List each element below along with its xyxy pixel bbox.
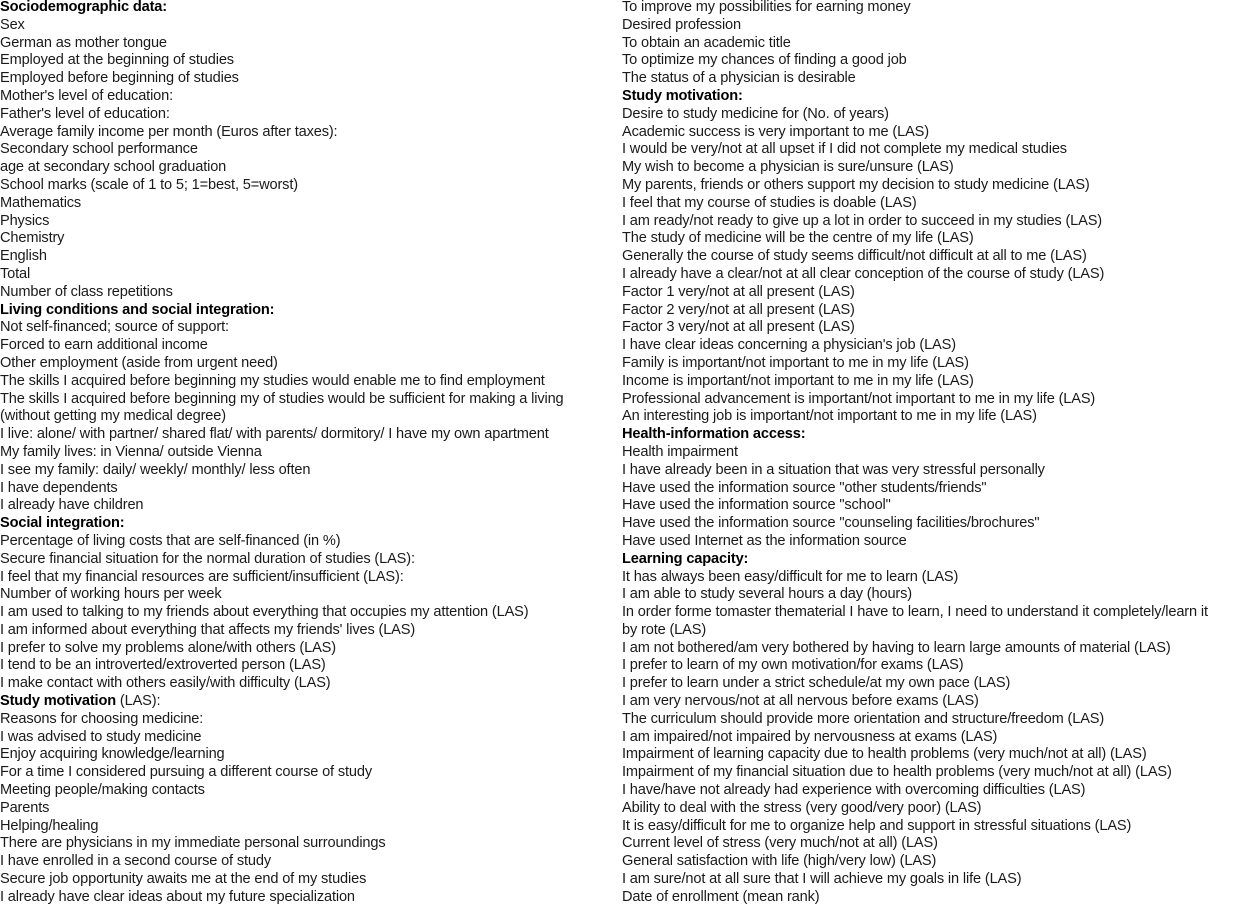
list-item xyxy=(0,657,618,675)
list-item-text: Income is important/not important to me in my life (LAS) xyxy=(622,372,974,389)
list-item xyxy=(622,622,1260,640)
left-column xyxy=(0,0,618,907)
list-item xyxy=(622,106,1260,124)
list-item xyxy=(622,337,1260,355)
list-item xyxy=(0,88,618,106)
section-heading-suffix: (LAS): xyxy=(115,693,161,710)
list-item-text: age at secondary school graduation xyxy=(0,159,227,176)
list-item-text: by rote (LAS) xyxy=(622,621,707,638)
list-item xyxy=(0,159,618,177)
list-item xyxy=(0,462,618,480)
section-heading-text: Study motivation: xyxy=(622,87,743,104)
section-heading-text: Sociodemographic data: xyxy=(0,0,167,15)
list-item-text: Current level of stress (very much/not at all) (LAS) xyxy=(622,835,938,852)
list-item xyxy=(622,17,1260,35)
list-item-text: General satisfaction with life (high/very low) (LAS) xyxy=(622,853,937,870)
list-item xyxy=(0,35,618,53)
list-item xyxy=(0,551,618,569)
list-item xyxy=(622,586,1260,604)
list-item xyxy=(0,586,618,604)
list-item-text: I have already been in a situation that was very stressful personally xyxy=(622,461,1045,478)
list-item xyxy=(0,640,618,658)
list-item xyxy=(622,213,1260,231)
list-item-text: School marks (scale of 1 to 5; 1=best, 5=worst) xyxy=(0,176,298,193)
list-item-text: In order forme tomaster thematerial I have to learn, I need to understand it completely/learn it xyxy=(622,604,1208,621)
list-item-text: Helping/healing xyxy=(0,817,99,834)
list-item-text: I have dependents xyxy=(0,479,118,496)
list-item-text: Desired profession xyxy=(622,16,741,33)
list-item xyxy=(622,782,1260,800)
list-item-text: Mathematics xyxy=(0,194,82,211)
list-item-text: Number of working hours per week xyxy=(0,586,222,603)
list-item-text: I make contact with others easily/with difficulty (LAS) xyxy=(0,675,331,692)
list-item xyxy=(0,604,618,622)
list-item-text: Other employment (aside from urgent need) xyxy=(0,354,278,371)
list-item-text: I would be very/not at all upset if I did not complete my medical studies xyxy=(622,141,1067,158)
section-heading xyxy=(622,88,1260,106)
list-item xyxy=(0,52,618,70)
list-item-text: Secure financial situation for the normal duration of studies (LAS): xyxy=(0,550,415,567)
list-item xyxy=(622,408,1260,426)
list-item xyxy=(0,319,618,337)
list-item-text: Ability to deal with the stress (very good/very poor) (LAS) xyxy=(622,799,982,816)
list-item-text: Generally the course of study seems difficult/not difficult at all to me (LAS) xyxy=(622,248,1087,265)
list-item-text: I already have children xyxy=(0,497,144,514)
list-item xyxy=(622,657,1260,675)
list-item xyxy=(0,391,618,409)
list-item xyxy=(0,266,618,284)
list-item-text: I am very nervous/not at all nervous before exams (LAS) xyxy=(622,693,979,710)
section-heading-text: Living conditions and social integration: xyxy=(0,301,275,318)
list-item xyxy=(0,622,618,640)
list-item xyxy=(622,640,1260,658)
list-item-text: My wish to become a physician is sure/unsure (LAS) xyxy=(622,159,954,176)
list-item-text: Enjoy acquiring knowledge/learning xyxy=(0,746,225,763)
list-item-text: I am not bothered/am very bothered by having to learn large amounts of material (LAS) xyxy=(622,639,1171,656)
list-item xyxy=(0,675,618,693)
list-item xyxy=(622,462,1260,480)
list-item-text: My family lives: in Vienna/ outside Vienna xyxy=(0,443,262,460)
list-item-text: Mother's level of education: xyxy=(0,87,173,104)
section-heading-text: Social integration: xyxy=(0,515,125,532)
list-item xyxy=(0,213,618,231)
list-item xyxy=(0,284,618,302)
list-item xyxy=(622,355,1260,373)
list-item-text: Impairment of learning capacity due to health problems (very much/not at all) (LAS) xyxy=(622,746,1147,763)
list-item xyxy=(622,515,1260,533)
list-item-text: There are physicians in my immediate personal surroundings xyxy=(0,835,386,852)
list-item xyxy=(0,17,618,35)
list-item-text: My parents, friends or others support my decision to study medicine (LAS) xyxy=(622,176,1090,193)
list-item xyxy=(622,302,1260,320)
list-item-text: Academic success is very important to me (LAS) xyxy=(622,123,929,140)
section-heading xyxy=(0,693,618,711)
list-item-text: I prefer to solve my problems alone/with others (LAS) xyxy=(0,639,336,656)
list-item xyxy=(0,355,618,373)
list-item xyxy=(622,889,1260,907)
list-item xyxy=(622,675,1260,693)
list-item-text: To obtain an academic title xyxy=(622,34,791,51)
list-item xyxy=(0,337,618,355)
section-heading xyxy=(0,0,618,17)
list-item-text: I was advised to study medicine xyxy=(0,728,202,745)
list-item xyxy=(0,70,618,88)
list-item xyxy=(622,52,1260,70)
list-item-text: (without getting my medical degree) xyxy=(0,408,226,425)
list-item xyxy=(0,853,618,871)
list-item-text: Forced to earn additional income xyxy=(0,337,208,354)
list-item-text: Secure job opportunity awaits me at the end of my studies xyxy=(0,871,367,888)
list-item xyxy=(622,373,1260,391)
list-item xyxy=(0,782,618,800)
section-heading-text: Health-information access: xyxy=(622,426,806,443)
list-item xyxy=(622,141,1260,159)
list-item xyxy=(622,444,1260,462)
list-item xyxy=(622,230,1260,248)
list-item xyxy=(622,533,1260,551)
list-item xyxy=(0,835,618,853)
list-item-text: I see my family: daily/ weekly/ monthly/ less often xyxy=(0,461,311,478)
list-item xyxy=(0,871,618,889)
list-item-text: Have used the information source "other students/friends" xyxy=(622,479,987,496)
list-item xyxy=(0,106,618,124)
section-heading xyxy=(0,515,618,533)
list-item xyxy=(0,800,618,818)
list-item-text: Professional advancement is important/not important to me in my life (LAS) xyxy=(622,390,1096,407)
list-item-text: The curriculum should provide more orientation and structure/freedom (LAS) xyxy=(622,710,1105,727)
section-heading xyxy=(0,302,618,320)
list-item-text: Secondary school performance xyxy=(0,141,198,158)
list-item-text: I feel that my course of studies is doable (LAS) xyxy=(622,194,917,211)
section-heading-text: Study motivation xyxy=(0,693,116,710)
list-item-text: Health impairment xyxy=(622,443,738,460)
list-item-text: The study of medicine will be the centre of my life (LAS) xyxy=(622,230,974,247)
list-item xyxy=(622,70,1260,88)
list-item-text: I have/have not already had experience with overcoming difficulties (LAS) xyxy=(622,782,1086,799)
list-item xyxy=(0,230,618,248)
list-item xyxy=(622,853,1260,871)
list-item xyxy=(622,835,1260,853)
list-item-text: Factor 2 very/not at all present (LAS) xyxy=(622,301,855,318)
list-item xyxy=(622,248,1260,266)
list-item-text: It has always been easy/difficult for me to learn (LAS) xyxy=(622,568,959,585)
list-item-text: Date of enrollment (mean rank) xyxy=(622,888,820,905)
list-item-text: I have clear ideas concerning a physician's job (LAS) xyxy=(622,337,956,354)
list-item-text: I live: alone/ with partner/ shared flat/ with parents/ dormitory/ I have my own apartment xyxy=(0,426,549,443)
list-item-text: The skills I acquired before beginning my studies would enable me to find employment xyxy=(0,372,545,389)
list-item xyxy=(0,533,618,551)
list-item xyxy=(0,124,618,142)
list-item xyxy=(0,764,618,782)
list-item-text: Sex xyxy=(0,16,25,33)
list-item xyxy=(0,177,618,195)
list-item-text: An interesting job is important/not important to me in my life (LAS) xyxy=(622,408,1037,425)
section-heading xyxy=(622,426,1260,444)
list-item-text: Physics xyxy=(0,212,50,229)
list-item xyxy=(622,711,1260,729)
list-item-text: Reasons for choosing medicine: xyxy=(0,710,204,727)
list-item xyxy=(622,159,1260,177)
list-item-text: Have used the information source "school" xyxy=(622,497,891,514)
list-item-text: I am informed about everything that affects my friends' lives (LAS) xyxy=(0,621,416,638)
list-item-text: I feel that my financial resources are sufficient/insufficient (LAS): xyxy=(0,568,404,585)
list-item-text: Meeting people/making contacts xyxy=(0,782,205,799)
list-item-text: I already have a clear/not at all clear conception of the course of study (LAS) xyxy=(622,265,1105,282)
list-item xyxy=(0,373,618,391)
list-item xyxy=(0,408,618,426)
list-item-text: To optimize my chances of finding a good job xyxy=(622,52,907,69)
list-item xyxy=(0,195,618,213)
list-item xyxy=(622,319,1260,337)
list-item xyxy=(622,729,1260,747)
list-item xyxy=(622,177,1260,195)
list-item xyxy=(622,124,1260,142)
list-item xyxy=(0,569,618,587)
list-item-text: German as mother tongue xyxy=(0,34,167,51)
list-item xyxy=(622,284,1260,302)
list-item xyxy=(0,248,618,266)
list-item-text: Employed before beginning of studies xyxy=(0,70,239,87)
list-item-text: Have used Internet as the information source xyxy=(622,532,907,549)
list-item xyxy=(0,141,618,159)
list-item-text: Average family income per month (Euros after taxes): xyxy=(0,123,338,140)
list-item xyxy=(0,444,618,462)
list-item-text: Not self-financed; source of support: xyxy=(0,319,229,336)
list-item xyxy=(622,871,1260,889)
list-item xyxy=(622,0,1260,17)
list-item xyxy=(622,818,1260,836)
list-item xyxy=(0,480,618,498)
list-item xyxy=(0,889,618,907)
list-item-text: Father's level of education: xyxy=(0,105,170,122)
list-item xyxy=(622,266,1260,284)
list-item xyxy=(622,604,1260,622)
list-item xyxy=(622,35,1260,53)
right-column xyxy=(622,0,1260,907)
list-item-text: Chemistry xyxy=(0,230,65,247)
list-item-text: I tend to be an introverted/extroverted person (LAS) xyxy=(0,657,326,674)
list-item-text: I am sure/not at all sure that I will achieve my goals in life (LAS) xyxy=(622,871,1022,888)
list-item-text: For a time I considered pursuing a different course of study xyxy=(0,764,372,781)
list-item xyxy=(622,569,1260,587)
list-item xyxy=(622,746,1260,764)
list-item-text: I prefer to learn of my own motivation/for exams (LAS) xyxy=(622,657,964,674)
list-item-text: Employed at the beginning of studies xyxy=(0,52,234,69)
list-item-text: Number of class repetitions xyxy=(0,283,173,300)
list-item xyxy=(622,800,1260,818)
list-item-text: Impairment of my financial situation due to health problems (very much/not at all) (LAS) xyxy=(622,764,1172,781)
list-item xyxy=(0,426,618,444)
section-heading xyxy=(622,551,1260,569)
list-item xyxy=(622,195,1260,213)
list-item-text: The skills I acquired before beginning my of studies would be sufficient for making a living xyxy=(0,390,564,407)
list-item-text: Family is important/not important to me in my life (LAS) xyxy=(622,354,969,371)
list-item-text: I am ready/not ready to give up a lot in order to succeed in my studies (LAS) xyxy=(622,212,1103,229)
list-item xyxy=(622,480,1260,498)
list-item xyxy=(0,711,618,729)
list-item xyxy=(622,693,1260,711)
list-item xyxy=(0,729,618,747)
list-item-text: Have used the information source "counseling facilities/brochures" xyxy=(622,515,1040,532)
list-item xyxy=(0,818,618,836)
list-item-text: To improve my possibilities for earning money xyxy=(622,0,911,15)
list-item xyxy=(622,497,1260,515)
list-item-text: Desire to study medicine for (No. of years) xyxy=(622,105,889,122)
list-item-text: I am able to study several hours a day (hours) xyxy=(622,586,912,603)
list-item xyxy=(0,746,618,764)
list-item-text: I already have clear ideas about my future specialization xyxy=(0,888,355,905)
list-item-text: English xyxy=(0,248,47,265)
list-item xyxy=(0,497,618,515)
list-item-text: It is easy/difficult for me to organize help and support in stressful situations (LAS) xyxy=(622,817,1132,834)
list-item-text: Total xyxy=(0,265,31,282)
list-item-text: The status of a physician is desirable xyxy=(622,70,856,87)
list-item-text: Percentage of living costs that are self-financed (in %) xyxy=(0,532,341,549)
list-item-text: I am impaired/not impaired by nervousness at exams (LAS) xyxy=(622,728,998,745)
section-heading-text: Learning capacity: xyxy=(622,550,749,567)
list-item-text: Factor 1 very/not at all present (LAS) xyxy=(622,283,855,300)
list-item-text: I prefer to learn under a strict schedule/at my own pace (LAS) xyxy=(622,675,1011,692)
list-item xyxy=(622,391,1260,409)
list-item xyxy=(622,764,1260,782)
list-item-text: I have enrolled in a second course of study xyxy=(0,853,272,870)
list-item-text: Parents xyxy=(0,799,50,816)
list-item-text: Factor 3 very/not at all present (LAS) xyxy=(622,319,855,336)
list-item-text: I am used to talking to my friends about everything that occupies my attention (LAS) xyxy=(0,604,529,621)
